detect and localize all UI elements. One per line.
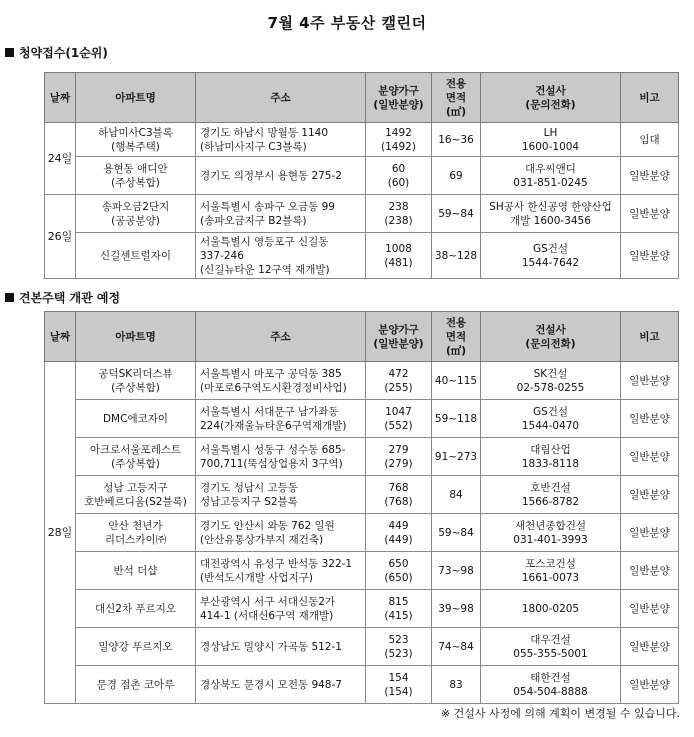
header-address: 주소	[196, 73, 366, 123]
area-cell: 59~84	[432, 514, 481, 552]
header-area: 전용 면적 (㎡)	[432, 73, 481, 123]
builder-cell: 호반건설 1566-8782	[481, 476, 621, 514]
area-cell: 59~118	[432, 400, 481, 438]
address-cell: 서울특별시 서대문구 남가좌동 224(가재울뉴타운6구역재개발)	[196, 400, 366, 438]
address-cell: 서울특별시 송파구 오금동 99 (송파오금지구 B2블록)	[196, 195, 366, 233]
address-cell: 서울특별시 마포구 공덕동 385 (마포로6구역도시환경정비사업)	[196, 362, 366, 400]
apartment-cell: 송파오금2단지 (공공분양)	[76, 195, 196, 233]
note-cell: 일반분양	[621, 552, 679, 590]
table-row	[45, 123, 679, 157]
builder-cell: 1800-0205	[481, 590, 621, 628]
builder-cell: 대우건설 055-355-5001	[481, 628, 621, 666]
note-cell: 임대	[621, 123, 679, 157]
area-cell: 73~98	[432, 552, 481, 590]
header-date: 날짜	[45, 312, 76, 362]
units-cell: 1008 (481)	[366, 233, 432, 279]
date-cell: 26일	[45, 195, 76, 279]
table-row	[45, 195, 679, 233]
note-cell: 일반분양	[621, 476, 679, 514]
address-cell: 경기도 안산시 와동 762 일원 (안산유통상가부지 재건축)	[196, 514, 366, 552]
model-house-table	[44, 311, 679, 704]
table-row	[45, 233, 679, 279]
address-cell: 경상남도 밀양시 가곡동 512-1	[196, 628, 366, 666]
table-row	[45, 157, 679, 195]
area-cell: 40~115	[432, 362, 481, 400]
table-row	[45, 514, 679, 552]
units-cell: 472 (255)	[366, 362, 432, 400]
units-cell: 279 (279)	[366, 438, 432, 476]
table-row	[45, 438, 679, 476]
address-cell: 부산광역시 서구 서대신동2가 414-1 (서대신6구역 재개발)	[196, 590, 366, 628]
header-builder: 건설사 (문의전화)	[481, 73, 621, 123]
builder-cell: 대림산업 1833-8118	[481, 438, 621, 476]
apartment-cell: 공덕SK리더스뷰 (주상복합)	[76, 362, 196, 400]
builder-cell: SH공사 한신공영 한양산업 개발 1600-3456	[481, 195, 621, 233]
address-cell: 경상북도 문경시 모전동 948-7	[196, 666, 366, 704]
builder-cell: 대우씨앤디 031-851-0245	[481, 157, 621, 195]
units-cell: 60 (60)	[366, 157, 432, 195]
header-units: 분양가구 (일반분양)	[366, 312, 432, 362]
square-bullet-icon	[5, 293, 14, 302]
builder-cell: 포스코건설 1661-0073	[481, 552, 621, 590]
address-cell: 경기도 성남시 고등동 성남고등지구 S2블록	[196, 476, 366, 514]
header-units: 분양가구 (일반분양)	[366, 73, 432, 123]
footnote: ※ 건설사 사정에 의해 계획이 변경될 수 있습니다.	[440, 707, 680, 720]
area-cell: 74~84	[432, 628, 481, 666]
area-cell: 16~36	[432, 123, 481, 157]
apartment-cell: 문경 점촌 코아루	[76, 666, 196, 704]
units-cell: 650 (650)	[366, 552, 432, 590]
apartment-cell: 하남미사C3블록 (행복주택)	[76, 123, 196, 157]
apartment-cell: 밀양강 푸르지오	[76, 628, 196, 666]
header-address: 주소	[196, 312, 366, 362]
builder-cell: 새천년종합건설 031-401-3993	[481, 514, 621, 552]
address-cell: 대전광역시 유성구 반석동 322-1 (반석도시개발 사업지구)	[196, 552, 366, 590]
table-header-row	[45, 73, 679, 123]
header-apartment: 아파트명	[76, 73, 196, 123]
apartment-cell: 신길센트럴자이	[76, 233, 196, 279]
apartment-cell: 반석 더샵	[76, 552, 196, 590]
section-title-text: 청약접수(1순위)	[19, 46, 108, 60]
note-cell: 일반분양	[621, 628, 679, 666]
table-row	[45, 552, 679, 590]
builder-cell: SK건설 02-578-0255	[481, 362, 621, 400]
note-cell: 일반분양	[621, 400, 679, 438]
apartment-cell: 아크로서울포레스트 (주상복합)	[76, 438, 196, 476]
note-cell: 일반분양	[621, 438, 679, 476]
note-cell: 일반분양	[621, 362, 679, 400]
section-title-model-house	[5, 289, 120, 306]
address-cell: 경기도 하남시 망월동 1140 (하남미사지구 C3블록)	[196, 123, 366, 157]
units-cell: 815 (415)	[366, 590, 432, 628]
note-cell: 일반분양	[621, 195, 679, 233]
note-cell: 일반분양	[621, 590, 679, 628]
units-cell: 449 (449)	[366, 514, 432, 552]
area-cell: 69	[432, 157, 481, 195]
table-row	[45, 628, 679, 666]
table-header-row	[45, 312, 679, 362]
section-title-subscription	[5, 44, 108, 61]
units-cell: 238 (238)	[366, 195, 432, 233]
header-note: 비고	[621, 73, 679, 123]
address-cell: 서울특별시 성동구 성수동 685- 700,711(뚝섬상업용지 3구역)	[196, 438, 366, 476]
header-date: 날짜	[45, 73, 76, 123]
header-area: 전용 면적 (㎡)	[432, 312, 481, 362]
area-cell: 91~273	[432, 438, 481, 476]
area-cell: 59~84	[432, 195, 481, 233]
note-cell: 일반분양	[621, 233, 679, 279]
units-cell: 768 (768)	[366, 476, 432, 514]
units-cell: 1047 (552)	[366, 400, 432, 438]
apartment-cell: 용현동 애디안 (주상복합)	[76, 157, 196, 195]
units-cell: 523 (523)	[366, 628, 432, 666]
builder-cell: LH 1600-1004	[481, 123, 621, 157]
note-cell: 일반분양	[621, 666, 679, 704]
section-title-text: 견본주택 개관 예정	[19, 291, 121, 305]
table-row	[45, 590, 679, 628]
subscription-table	[44, 72, 679, 279]
header-builder: 건설사 (문의전화)	[481, 312, 621, 362]
builder-cell: GS건설 1544-7642	[481, 233, 621, 279]
table-row	[45, 476, 679, 514]
square-bullet-icon	[5, 48, 14, 57]
area-cell: 84	[432, 476, 481, 514]
header-apartment: 아파트명	[76, 312, 196, 362]
note-cell: 일반분양	[621, 514, 679, 552]
apartment-cell: 안산 천년가 리더스카이㈜	[76, 514, 196, 552]
units-cell: 154 (154)	[366, 666, 432, 704]
note-cell: 일반분양	[621, 157, 679, 195]
builder-cell: 태한건설 054-504-8888	[481, 666, 621, 704]
builder-cell: GS건설 1544-0470	[481, 400, 621, 438]
area-cell: 39~98	[432, 590, 481, 628]
units-cell: 1492 (1492)	[366, 123, 432, 157]
header-note: 비고	[621, 312, 679, 362]
address-cell: 서울특별시 영등포구 신길동 337-246 (신길뉴타운 12구역 재개발)	[196, 233, 366, 279]
apartment-cell: 대신2차 푸르지오	[76, 590, 196, 628]
apartment-cell: 성남 고등지구 호반베르디움(S2블록)	[76, 476, 196, 514]
area-cell: 83	[432, 666, 481, 704]
page-title: 7월 4주 부동산 캘린더	[267, 14, 427, 32]
date-cell: 28일	[45, 362, 76, 704]
address-cell: 경기도 의정부시 용현동 275-2	[196, 157, 366, 195]
date-cell: 24일	[45, 123, 76, 195]
table-row	[45, 362, 679, 400]
area-cell: 38~128	[432, 233, 481, 279]
table-row	[45, 400, 679, 438]
table-row	[45, 666, 679, 704]
apartment-cell: DMC에코자이	[76, 400, 196, 438]
